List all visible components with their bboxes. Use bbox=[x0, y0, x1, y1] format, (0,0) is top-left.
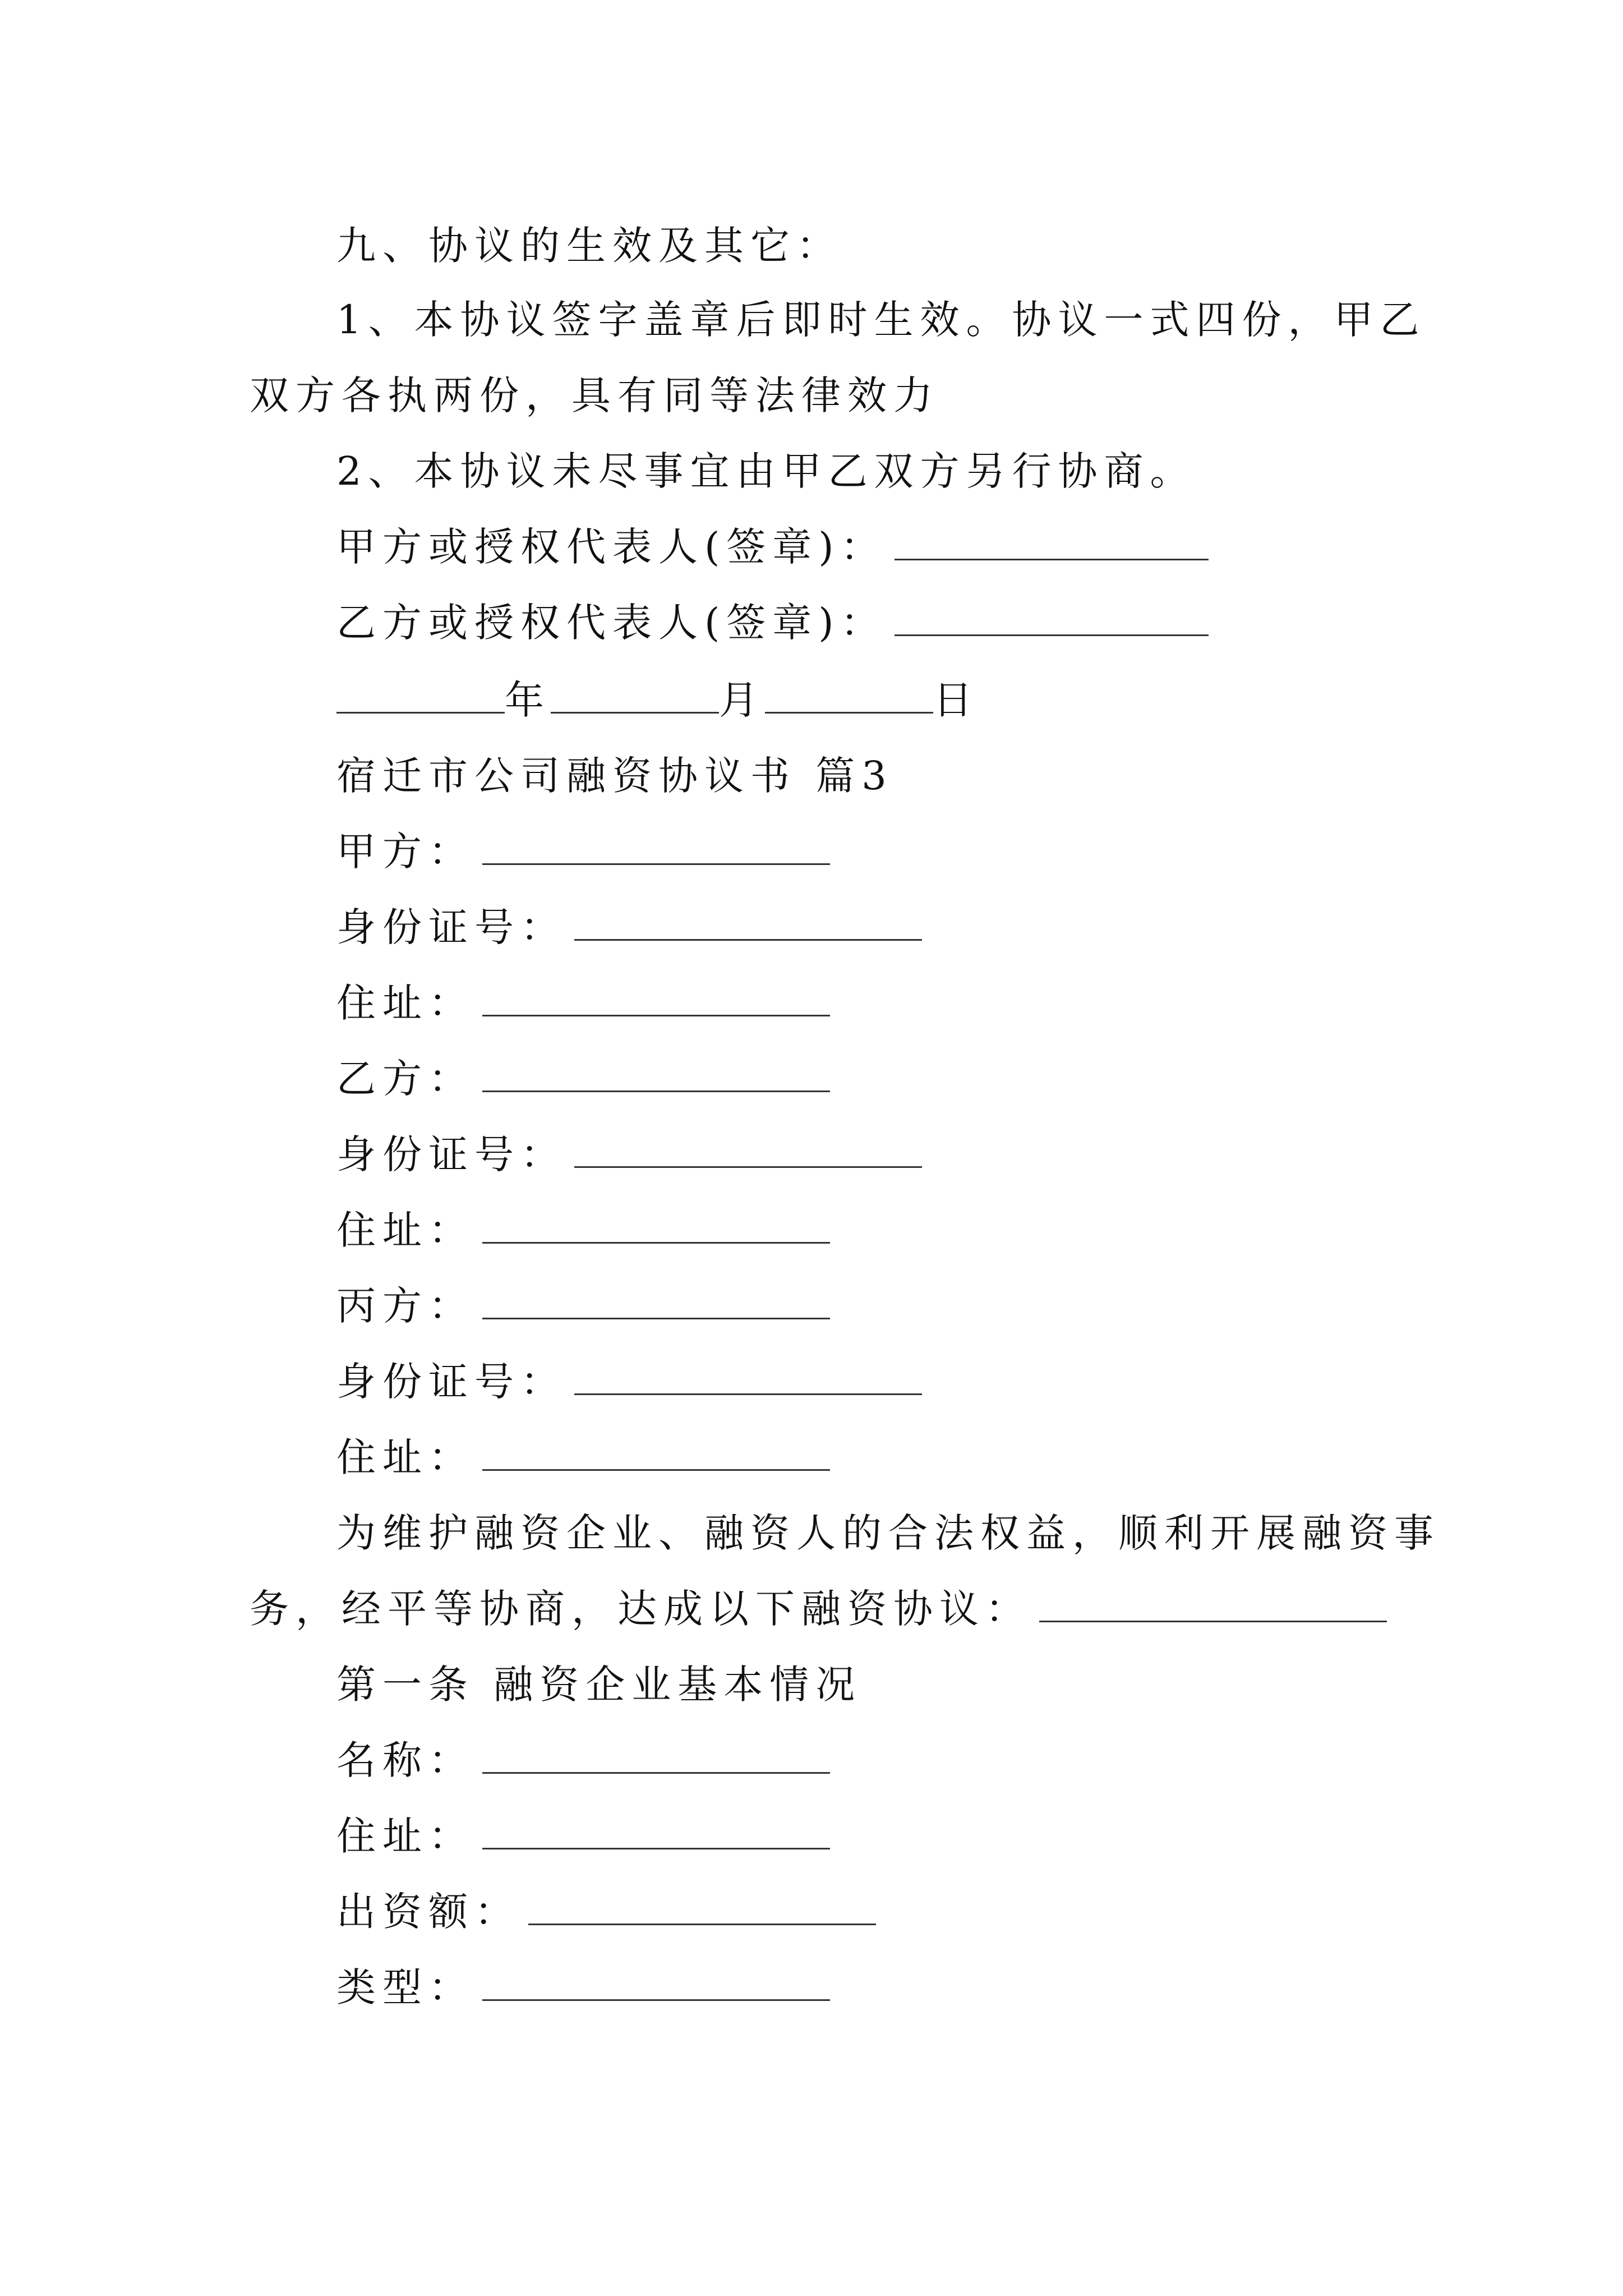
intro-line2 bbox=[250, 1582, 1387, 1636]
month-blank[interactable] bbox=[551, 679, 719, 714]
party-a-line bbox=[336, 825, 830, 878]
party-c-line bbox=[336, 1279, 830, 1333]
company-name-line bbox=[336, 1733, 830, 1787]
company-name-label: 名称： bbox=[336, 1737, 474, 1783]
company-address-label: 住址： bbox=[336, 1813, 474, 1859]
company-type-line bbox=[336, 1961, 830, 2014]
party-a-id-line bbox=[336, 900, 922, 954]
party-a-signature-label: 甲方或授权代表人(签章)： bbox=[336, 524, 887, 570]
intro-blank[interactable] bbox=[1039, 1588, 1387, 1622]
capital-line bbox=[336, 1885, 876, 1939]
company-address-line bbox=[336, 1809, 830, 1863]
month-label: 月 bbox=[719, 677, 765, 723]
article-one-text: 第一条 融资企业基本情况 bbox=[336, 1662, 862, 1708]
party-b-signature-blank[interactable] bbox=[895, 602, 1209, 636]
intro-text-a: 为维护融资企业、融资人的合法权益，顺利开展融资事 bbox=[336, 1510, 1440, 1556]
party-b-address-line bbox=[336, 1203, 830, 1257]
party-b-address-blank[interactable] bbox=[482, 1209, 830, 1244]
company-name-blank[interactable] bbox=[482, 1740, 830, 1774]
intro-line1 bbox=[336, 1506, 1440, 1560]
party-a-id-blank[interactable] bbox=[574, 907, 922, 941]
party-a-signature-line bbox=[336, 520, 1209, 574]
party-b-blank[interactable] bbox=[482, 1058, 830, 1092]
party-a-signature-blank[interactable] bbox=[895, 526, 1209, 560]
party-a-label: 甲方： bbox=[336, 829, 474, 875]
party-b-id-line bbox=[336, 1128, 922, 1181]
party-a-blank[interactable] bbox=[482, 831, 830, 865]
section-title-text: 宿迁市公司融资协议书 篇3 bbox=[336, 753, 893, 799]
date-line bbox=[336, 673, 979, 727]
clause-nine-item1-text-a: 1、本协议签字盖章后即时生效。协议一式四份，甲乙 bbox=[336, 297, 1426, 343]
party-a-address-label: 住址： bbox=[336, 980, 474, 1026]
clause-nine-item2-text: 2、本协议未尽事宜由甲乙双方另行协商。 bbox=[336, 448, 1196, 494]
party-b-signature-label: 乙方或授权代表人(签章)： bbox=[336, 600, 887, 646]
section-title bbox=[336, 749, 893, 803]
party-a-id-label: 身份证号： bbox=[336, 904, 566, 950]
party-b-id-label: 身份证号： bbox=[336, 1131, 566, 1177]
intro-text-b: 务，经平等协商，达成以下融资协议： bbox=[250, 1586, 1031, 1632]
article-one-heading bbox=[336, 1658, 861, 1711]
day-blank[interactable] bbox=[765, 679, 933, 714]
party-b-id-blank[interactable] bbox=[574, 1134, 922, 1168]
company-address-blank[interactable] bbox=[482, 1815, 830, 1849]
company-type-label: 类型： bbox=[336, 1964, 474, 2010]
party-c-blank[interactable] bbox=[482, 1285, 830, 1319]
party-c-address-line bbox=[336, 1430, 830, 1484]
party-b-line bbox=[336, 1052, 830, 1106]
year-blank[interactable] bbox=[336, 679, 505, 714]
day-label: 日 bbox=[933, 677, 979, 723]
party-b-label: 乙方： bbox=[336, 1056, 474, 1102]
party-b-address-label: 住址： bbox=[336, 1207, 474, 1253]
party-c-id-line bbox=[336, 1355, 922, 1409]
company-type-blank[interactable] bbox=[482, 1967, 830, 2001]
capital-label: 出资额： bbox=[336, 1889, 520, 1935]
capital-blank[interactable] bbox=[528, 1891, 876, 1925]
clause-nine-item1-text-b: 双方各执两份，具有同等法律效力 bbox=[250, 372, 939, 418]
party-c-id-blank[interactable] bbox=[574, 1361, 922, 1395]
party-c-address-label: 住址： bbox=[336, 1434, 474, 1480]
clause-nine-heading bbox=[336, 219, 842, 273]
party-c-address-blank[interactable] bbox=[482, 1437, 830, 1471]
party-a-address-line bbox=[336, 976, 830, 1030]
party-a-address-blank[interactable] bbox=[482, 982, 830, 1016]
clause-nine-item2 bbox=[336, 444, 1196, 498]
party-c-label: 丙方： bbox=[336, 1283, 474, 1329]
year-label: 年 bbox=[505, 677, 551, 723]
party-c-id-label: 身份证号： bbox=[336, 1359, 566, 1405]
clause-nine-text: 九、协议的生效及其它： bbox=[336, 223, 842, 269]
party-b-signature-line bbox=[336, 596, 1209, 650]
clause-nine-item1-line2 bbox=[250, 369, 939, 422]
clause-nine-item1-line1 bbox=[336, 293, 1426, 347]
